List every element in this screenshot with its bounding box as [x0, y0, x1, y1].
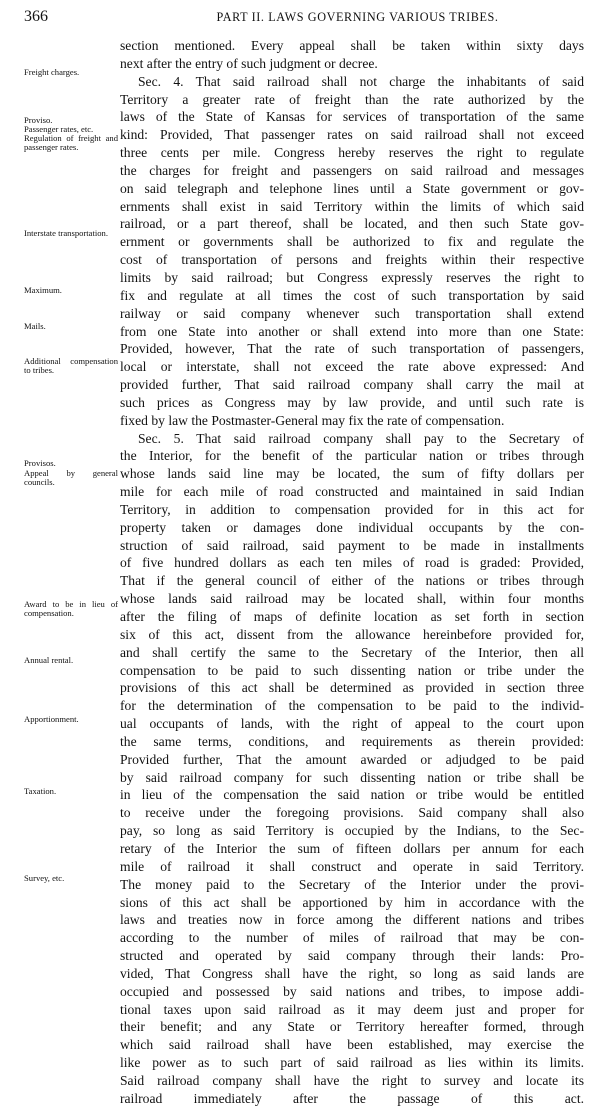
text-line: compensation to be paid to such dissenting nation or tribe under the	[120, 662, 584, 678]
text-line: laws of the State of Kansas for services of transportation of the same	[120, 109, 584, 125]
text-line: their benefit; and any State or Territory hereafter formed, through	[120, 1019, 584, 1035]
text-line: Territory a greater rate of freight than the rate authorized by the	[120, 91, 584, 107]
page-number: 366	[24, 8, 48, 25]
text-line: structed and operated by said company through their lands: Pro-	[120, 948, 584, 964]
text-line: for the determination of the compensation to be paid to the individ-	[120, 698, 584, 714]
text-line: on said telegraph and telephone lines until a State government or gov-	[120, 180, 584, 196]
margin-note-additional-compensation: Additional compensation to tribes.	[24, 356, 118, 375]
margin-note-regulation: Regulation of freight and passenger rates.	[24, 133, 118, 152]
text-line: struction of said railroad, said payment to be made in installments	[120, 537, 584, 553]
text-line: sions of this act shall be apportioned by him in accordance with the	[120, 894, 584, 910]
text-line: That if the general council of either of the nations or tribes through	[120, 573, 584, 589]
text-line: fixed by law the Postmaster-General may fix the rate of compensation.	[120, 412, 505, 428]
text-line: three cents per mile. Congress hereby reserves the right to regulate	[120, 145, 584, 161]
text-line: the Interior, for the benefit of the particular nation or tribes through	[120, 448, 584, 464]
text-line: The money paid to the Secretary of the Interior under the provi-	[120, 876, 584, 892]
running-head: PART II. LAWS GOVERNING VARIOUS TRIBES.	[216, 10, 499, 24]
margin-note-passenger-rates: Passenger rates, etc.	[24, 124, 94, 134]
text-line: ual occupants of lands, with the right of appeal to the court upon	[120, 716, 584, 732]
text-line: next after the entry of such judgment or decree.	[120, 55, 378, 71]
text-line: which said railroad shall have been established, may exercise the	[120, 1037, 584, 1053]
text-line: ernment or governments shall be authorized to fix and regulate the	[120, 234, 584, 250]
text-line: the charges for freight and passengers on said railroad and messages	[120, 162, 584, 178]
text-line: railroad immediately after the passage of this act.	[120, 1090, 584, 1106]
margin-note-award: Award to be in lieu of compensation.	[24, 599, 118, 618]
text-line: of five hundred dollars as each ten miles of road is graded: Provided,	[120, 555, 584, 571]
text-line: Sec. 5. That said railroad company shall pay to the Secretary of	[138, 430, 584, 446]
text-line: Provided further, That the amount awarded or adjudged to be paid	[120, 751, 584, 767]
text-line: from one State into another or shall extend into more than one State:	[120, 323, 584, 339]
margin-note-annual-rental: Annual rental.	[24, 655, 74, 665]
text-line: Territory, in addition to compensation provided for in this act for	[120, 501, 584, 517]
page-header	[24, 8, 586, 30]
text-line: property taken or damages done individual occupants by the con-	[120, 519, 584, 535]
text-line: section mentioned. Every appeal shall be taken within sixty days	[120, 38, 584, 53]
margin-note-appeal: Appeal by general councils.	[24, 468, 118, 487]
text-line: like power as to such part of said railroad as lies within its limits.	[120, 1055, 584, 1071]
text-line: pay, so long as said Territory is occupied by the Indians, to the Sec-	[120, 823, 584, 839]
main-text	[120, 37, 584, 1108]
text-line: cost of transportation of persons and freights within their respective	[120, 252, 584, 268]
margin-note-apportionment: Apportionment.	[24, 714, 79, 724]
text-line: after the filing of maps of definite location as set forth in section	[120, 609, 584, 624]
text-line: tional taxes upon said railroad as it may deem just and proper for	[120, 1001, 584, 1017]
margin-note-provisos: Provisos.	[24, 458, 56, 468]
text-line: mile for each mile of road constructed and maintained in said Indian	[120, 484, 584, 500]
text-line: retary of the Interior the sum of fifteen dollars per annum for each	[120, 840, 584, 856]
text-line: kind: Provided, That passenger rates on said railroad shall not exceed	[120, 127, 584, 143]
margin-note-proviso: Proviso.	[24, 115, 53, 125]
margin-note-mails: Mails.	[24, 321, 46, 331]
text-line: fix and regulate at all times the cost of such transportation by said	[120, 287, 584, 303]
text-line: six of this act, dissent from the allowance hereinbefore provided for,	[120, 626, 584, 642]
text-line: Provided, however, That the rate of such transportation of passengers,	[120, 341, 584, 357]
text-line: and shall certify the same to the Secretary of the Interior, then all	[120, 644, 584, 660]
text-line: Sec. 4. That said railroad shall not charge the inhabitants of said	[138, 73, 584, 89]
text-line: such prices as Congress may by law provide, and until such rate is	[120, 394, 584, 410]
text-line: occupied and possessed by said nations and tribes, to impose addi-	[120, 983, 584, 999]
text-line: the same terms, conditions, and requirements as therein provided:	[120, 733, 584, 749]
text-line: whose lands said railroad may be located shall, within four months	[120, 591, 584, 607]
margin-note-taxation: Taxation.	[24, 786, 57, 796]
margin-note-interstate: Interstate transportation.	[24, 228, 108, 238]
text-line: in lieu of the compensation the said nation or tribe would be entitled	[120, 787, 584, 803]
text-line: local or interstate, shall not exceed the rate above expressed: And	[120, 359, 584, 375]
text-line: ernments shall exist in said Territory within the limits of which said	[120, 198, 584, 214]
text-line: whose lands said line may be located, the sum of fifty dollars per	[120, 466, 584, 482]
text-line: provided further, That said railroad company shall carry the mail at	[120, 377, 584, 393]
text-line: laws and treaties now in force among the different nations and tribes	[120, 912, 584, 928]
text-line: to receive under the foregoing provisions. Said company shall also	[120, 805, 584, 821]
margin-note-maximum: Maximum.	[24, 285, 62, 295]
text-line: according to the number of miles of railroad that may be con-	[120, 930, 584, 946]
text-line: vided, That Congress shall have the right, so long as said lands are	[120, 965, 584, 981]
text-line: mile of railroad it shall construct and operate in said Territory.	[120, 858, 584, 874]
margin-note-survey: Survey, etc.	[24, 873, 65, 883]
text-line: limits by said railroad; but Congress expressly reserves the right to	[120, 269, 584, 285]
margin-note-freight-charges: Freight charges.	[24, 67, 80, 77]
text-line: Said railroad company shall have the right to survey and locate its	[120, 1072, 584, 1088]
text-line: railway or said company whenever such transportation shall extend	[120, 305, 584, 321]
text-line: provisions of this act shall be determined as provided in section three	[120, 680, 584, 696]
text-line: by said railroad company for such dissenting nation or tribe shall be	[120, 769, 584, 785]
text-line: railroad, or a part thereof, shall be located, and then such State gov-	[120, 216, 584, 232]
